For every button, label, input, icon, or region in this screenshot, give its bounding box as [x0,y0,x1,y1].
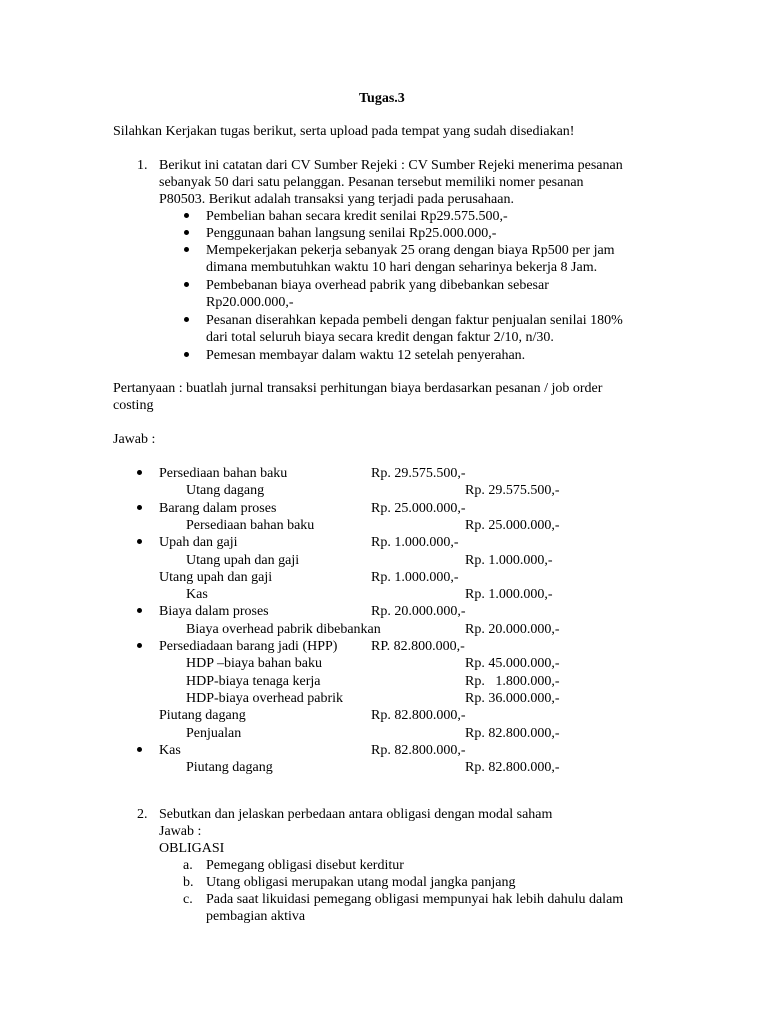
journal-debit: Rp. 29.575.500,- [371,466,466,481]
journal-account: Upah dan gaji [159,535,238,550]
journal-debit: Rp. 25.000.000,- [371,501,466,516]
bullet-text: Pesanan diserahkan kepada pembeli dengan faktur penjualan senilai 180% [206,313,623,328]
document-title: Tugas.3 [359,91,405,106]
list-letter: b. [183,875,194,890]
journal-credit: Rp. 1.000.000,- [465,553,553,568]
question-2-number: 2. [137,807,148,822]
bullet-text: dari total seluruh biaya secara kredit dengan faktur 2/10, n/30. [206,330,554,345]
bullet-icon [184,282,189,287]
answer-label: Jawab : [159,824,202,839]
journal-debit: Rp. 82.800.000,- [371,743,466,758]
journal-debit: Rp. 20.000.000,- [371,604,466,619]
journal-account: Kas [186,587,208,602]
journal-account: Penjualan [186,726,242,741]
journal-account: Persediaan bahan baku [159,466,288,481]
journal-account: Piutang dagang [186,760,273,775]
bullet-text: Pemesan membayar dalam waktu 12 setelah penyerahan. [206,348,526,363]
journal-credit: Rp. 36.000.000,- [465,691,560,706]
journal-account: Utang upah dan gaji [186,553,300,568]
list-item-text: Pada saat likuidasi pemegang obligasi mempunyai hak lebih dahulu dalam [206,892,624,907]
bullet-text: dimana membutuhkan waktu 10 hari dengan seharinya bekerja 8 Jam. [206,260,598,275]
list-item-text: Pemegang obligasi disebut kerditur [206,858,404,873]
question-2-text: Sebutkan dan jelaskan perbedaan antara obligasi dengan modal saham [159,807,553,822]
section-heading: OBLIGASI [159,841,225,856]
journal-credit: Rp. 82.800.000,- [465,726,560,741]
question-text: Pertanyaan : buatlah jurnal transaksi perhitungan biaya berdasarkan pesanan / job order [113,381,603,396]
journal-credit: Rp. 45.000.000,- [465,656,560,671]
bullet-icon [137,505,142,510]
bullet-icon [184,213,189,218]
question-1-number: 1. [137,158,148,173]
bullet-text: Pembebanan biaya overhead pabrik yang dibebankan sebesar [206,278,549,293]
question-1-line: P80503. Berikut adalah transaksi yang terjadi pada perusahaan. [159,192,514,207]
list-letter: a. [183,858,193,873]
journal-account: HDP-biaya overhead pabrik [186,691,344,706]
list-item-text: Utang obligasi merupakan utang modal jangka panjang [206,875,516,890]
journal-account: Kas [159,743,181,758]
journal-account: HDP –biaya bahan baku [186,656,322,671]
bullet-icon [137,539,142,544]
journal-account: Utang upah dan gaji [159,570,273,585]
question-text: costing [113,398,154,413]
journal-account: Biaya dalam proses [159,604,269,619]
bullet-icon [137,470,142,475]
journal-account: Persediaan bahan baku [186,518,315,533]
question-1-line: Berikut ini catatan dari CV Sumber Rejeki : CV Sumber Rejeki menerima pesanan [159,158,623,173]
bullet-icon [137,747,142,752]
bullet-icon [184,230,189,235]
journal-debit: RP. 82.800.000,- [371,639,465,654]
journal-credit: Rp. 29.575.500,- [465,483,560,498]
answer-label: Jawab : [113,432,156,447]
journal-debit: Rp. 82.800.000,- [371,708,466,723]
journal-credit: Rp. 25.000.000,- [465,518,560,533]
bullet-text: Pembelian bahan secara kredit senilai Rp29.575.500,- [206,209,508,224]
journal-credit: Rp. 82.800.000,- [465,760,560,775]
bullet-text: Rp20.000.000,- [206,295,294,310]
journal-credit: Rp. 20.000.000,- [465,622,560,637]
journal-account: Utang dagang [186,483,265,498]
journal-account: Persediadaan barang jadi (HPP) [159,639,338,654]
journal-account: Piutang dagang [159,708,246,723]
bullet-icon [184,317,189,322]
list-item-text: pembagian aktiva [206,909,306,924]
bullet-icon [184,352,189,357]
journal-credit: Rp. 1.800.000,- [465,674,560,689]
bullet-text: Mempekerjakan pekerja sebanyak 25 orang dengan biaya Rp500 per jam [206,243,615,258]
journal-debit: Rp. 1.000.000,- [371,535,459,550]
journal-account: Barang dalam proses [159,501,277,516]
question-1-line: sebanyak 50 dari satu pelanggan. Pesanan tersebut memiliki nomer pesanan [159,175,584,190]
list-letter: c. [183,892,193,907]
journal-debit: Rp. 1.000.000,- [371,570,459,585]
intro-text: Silahkan Kerjakan tugas berikut, serta upload pada tempat yang sudah disediakan! [113,124,575,139]
bullet-icon [137,643,142,648]
bullet-text: Penggunaan bahan langsung senilai Rp25.000.000,- [206,226,497,241]
journal-account: HDP-biaya tenaga kerja [186,674,321,689]
journal-account: Biaya overhead pabrik dibebankan [186,622,381,637]
bullet-icon [137,608,142,613]
bullet-icon [184,247,189,252]
journal-credit: Rp. 1.000.000,- [465,587,553,602]
